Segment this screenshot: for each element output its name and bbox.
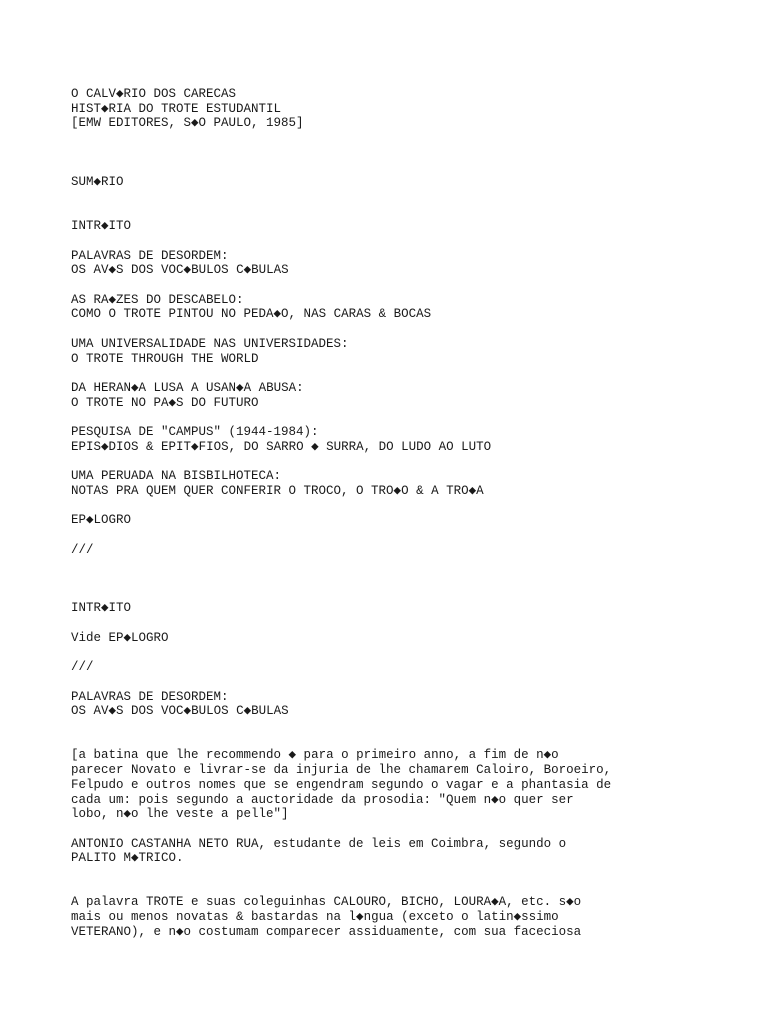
epigraph-line: [a batina que lhe recommendo ◆ para o primeiro anno, a fim de n◆o xyxy=(71,748,559,763)
epigraph-line: lobo, n◆o lhe veste a pelle"] xyxy=(71,807,289,822)
intro-title: INTR◆ITO xyxy=(71,601,132,616)
epigraph-line: Felpudo e outros nomes que se engendram segundo o vagar e a phantasia de xyxy=(71,777,612,792)
summary-item-4-subheading: O TROTE NO PA◆S DO FUTURO xyxy=(71,395,259,410)
summary-item-6-subheading: NOTAS PRA QUEM QUER CONFERIR O TROCO, O TRO◆O & A TRO◆A xyxy=(71,483,484,498)
summary-item-3-subheading: O TROTE THROUGH THE WORLD xyxy=(71,351,259,366)
summary-item-5-subheading: EPIS◆DIOS & EPIT◆FIOS, DO SARRO ◆ SURRA, DO LUDO AO LUTO xyxy=(71,439,492,454)
summary-item-epilogue: EP◆LOGRO xyxy=(71,513,132,528)
book-subtitle: HIST◆RIA DO TROTE ESTUDANTIL xyxy=(71,101,282,116)
summary-item-1-heading: PALAVRAS DE DESORDEM: xyxy=(71,248,229,263)
body-text-line: VETERANO), e n◆o costumam comparecer assiduamente, com sua faceciosa xyxy=(71,924,582,939)
publication-info: [EMW EDITORES, S◆O PAULO, 1985] xyxy=(71,116,304,131)
summary-title: SUM◆RIO xyxy=(71,175,124,190)
section-separator: /// xyxy=(71,660,94,675)
summary-item-5-heading: PESQUISA DE "CAMPUS" (1944-1984): xyxy=(71,425,319,440)
summary-item-3-heading: UMA UNIVERSALIDADE NAS UNIVERSIDADES: xyxy=(71,336,349,351)
section-separator: /// xyxy=(71,542,94,557)
epigraph-attribution-line: ANTONIO CASTANHA NETO RUA, estudante de leis em Coimbra, segundo o xyxy=(71,836,567,851)
body-text-line: mais ou menos novatas & bastardas na l◆ngua (exceto o latin◆ssimo xyxy=(71,910,559,925)
body-text-line: A palavra TROTE e suas coleguinhas CALOURO, BICHO, LOURA◆A, etc. s◆o xyxy=(71,895,582,910)
document-page xyxy=(71,87,751,940)
epigraph-line: cada um: pois segundo a auctoridade da prosodia: "Quem n◆o quer ser xyxy=(71,792,574,807)
book-title: O CALV◆RIO DOS CARECAS xyxy=(71,87,237,101)
intro-text: Vide EP◆LOGRO xyxy=(71,630,169,645)
chapter-subtitle: OS AV◆S DOS VOC◆BULOS C◆BULAS xyxy=(71,704,289,719)
summary-item-intro: INTR◆ITO xyxy=(71,219,132,234)
chapter-title: PALAVRAS DE DESORDEM: xyxy=(71,689,229,704)
summary-item-4-heading: DA HERAN◆A LUSA A USAN◆A ABUSA: xyxy=(71,380,304,395)
summary-item-6-heading: UMA PERUADA NA BISBILHOTECA: xyxy=(71,469,282,484)
summary-item-2-subheading: COMO O TROTE PINTOU NO PEDA◆O, NAS CARAS & BOCAS xyxy=(71,307,432,322)
summary-item-2-heading: AS RA◆ZES DO DESCABELO: xyxy=(71,292,244,307)
epigraph-line: parecer Novato e livrar-se da injuria de lhe chamarem Caloiro, Boroeiro, xyxy=(71,763,612,778)
epigraph-attribution-line: PALITO M◆TRICO. xyxy=(71,851,184,866)
summary-item-1-subheading: OS AV◆S DOS VOC◆BULOS C◆BULAS xyxy=(71,263,289,278)
